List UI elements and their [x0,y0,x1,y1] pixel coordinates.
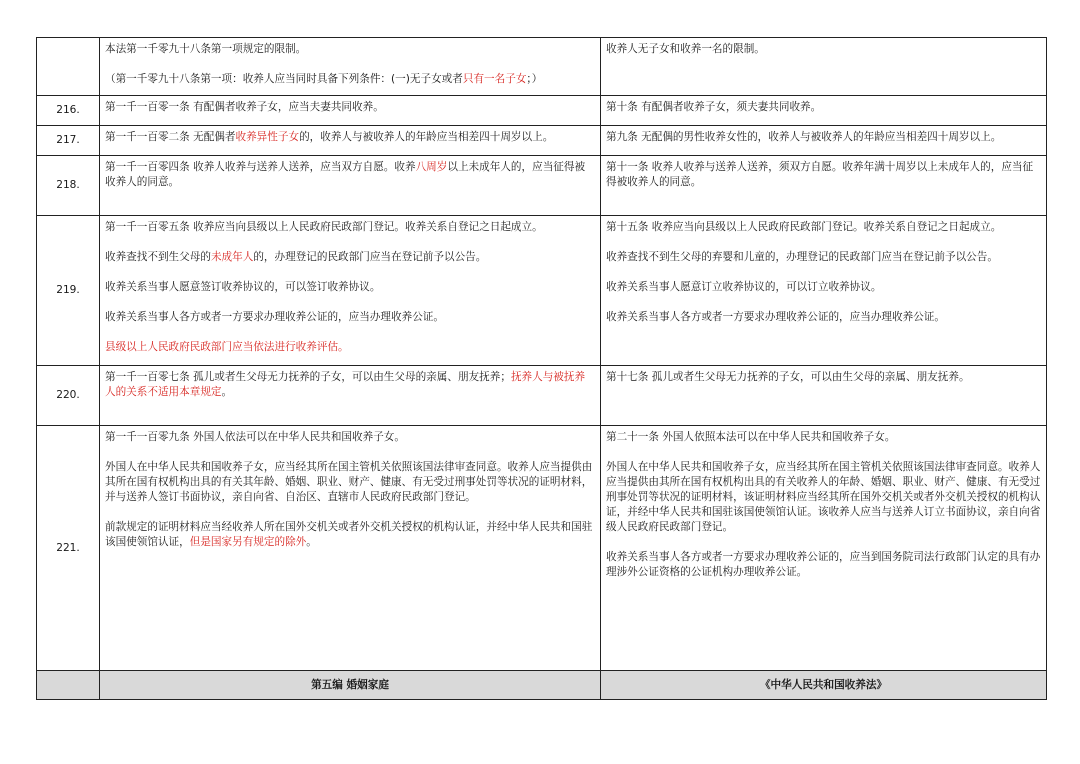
footer-adoption-law-title: 《中华人民共和国收养法》 [601,671,1047,700]
clause-text: 收养关系当事人愿意订立收养协议的，可以订立收养协议。 [606,281,882,293]
clause-text: 第一千一百零一条 有配偶者收养子女，应当夫妻共同收养。 [105,101,384,113]
clause-text: 。 [221,386,233,398]
row-number [37,38,100,96]
clause-text: 第一千一百零二条 无配偶者 [105,131,236,143]
clause-text: 收养关系当事人各方或者一方要求办理收养公证的，应当到国务院司法行政部门认定的具有办理涉外公证资格的公证机构办理收养公证。 [606,551,1041,578]
civil-code-cell [100,126,601,156]
clause-text: 收养查找不到生父母的 [105,251,211,263]
adoption-law-cell [601,216,1047,366]
clause-paragraph [105,370,595,400]
highlighted-text: 但是国家另有规定的除外 [189,536,307,548]
table-row [37,96,1047,126]
clause-paragraph [105,100,595,115]
table-row [37,126,1047,156]
clause-text: 第十五条 收养应当向县级以上人民政府民政部门登记。收养关系自登记之日起成立。 [606,221,1002,233]
civil-code-cell [100,156,601,216]
row-number: 221. [37,426,100,671]
clause-paragraph [606,130,1041,145]
clause-text: 的，收养人与被收养人的年龄应当相差四十周岁以上。 [299,131,554,143]
clause-text: 第一千一百零九条 外国人依法可以在中华人民共和国收养子女。 [105,431,405,443]
clause-text: 第一千一百零七条 孤儿或者生父母无力抚养的子女，可以由生父母的亲属、朋友抚养； [105,371,511,383]
highlighted-text: 抚养人与被抚养人的关系不适用本章规定 [105,371,586,398]
clause-text: 第十条 有配偶者收养子女，须夫妻共同收养。 [606,101,822,113]
clause-text: 的，办理登记的民政部门应当在登记前予以公告。 [253,251,487,263]
clause-paragraph [105,42,595,57]
clause-text: 。 [306,536,317,548]
clause-text: 第一千一百零五条 收养应当向县级以上人民政府民政部门登记。收养关系自登记之日起成立。 [105,221,543,233]
table-footer-row [37,671,1047,700]
comparison-table-body [37,38,1047,700]
clause-paragraph [606,550,1041,580]
comparison-table [36,37,1047,700]
table-row [37,216,1047,366]
civil-code-cell [100,216,601,366]
row-number: 220. [37,366,100,426]
clause-text: 收养人无子女和收养一名的限制。 [606,43,765,55]
clause-text: 收养查找不到生父母的弃婴和儿童的，办理登记的民政部门应当在登记前予以公告。 [606,251,998,263]
clause-text: 外国人在中华人民共和国收养子女，应当经其所在国主管机关依照该国法律审查同意。收养人应当提供由其所在国有权机构出具的有关其年龄、婚姻、职业、财产、健康、有无受过刑事处罚等状况的证明材料，并与送养人签订书面协议，亲自向省、自治区、直辖市人民政府民政部门登记。 [105,461,593,503]
clause-paragraph [606,250,1041,265]
table-row [37,426,1047,671]
table-row [37,38,1047,96]
clause-paragraph [105,220,595,235]
clause-paragraph [606,370,1041,385]
adoption-law-cell [601,426,1047,671]
highlighted-text: 收养异性子女 [235,131,300,143]
clause-text: 收养关系当事人愿意签订收养协议的，可以签订收养协议。 [105,281,381,293]
clause-paragraph [606,460,1041,535]
clause-text: 前款规定的证明材料应当经收养人所在国外交机关或者外交机关授权的机构认证，并经中华人民共和国驻该国使领馆认证， [105,521,593,548]
row-number: 219. [37,216,100,366]
clause-paragraph [105,280,595,295]
clause-paragraph [606,100,1041,115]
adoption-law-cell [601,156,1047,216]
clause-paragraph [105,250,595,265]
clause-text: 第十七条 孤儿或者生父母无力抚养的子女，可以由生父母的亲属、朋友抚养。 [606,371,970,383]
civil-code-cell [100,96,601,126]
adoption-law-cell [601,38,1047,96]
row-number: 218. [37,156,100,216]
civil-code-cell [100,366,601,426]
clause-paragraph [606,430,1041,445]
table-row [37,366,1047,426]
clause-text: （第一千零九十八条第一项：收养人应当同时具备下列条件：(一)无子女或者 [105,73,463,85]
clause-paragraph [606,42,1041,57]
civil-code-cell [100,426,601,671]
clause-text: 第九条 无配偶的男性收养女性的，收养人与被收养人的年龄应当相差四十周岁以上。 [606,131,1002,143]
clause-paragraph [105,72,595,87]
row-number: 217. [37,126,100,156]
clause-text: 本法第一千零九十八条第一项规定的限制。 [105,43,307,55]
footer-civil-code-title: 第五编 婚姻家庭 [100,671,601,700]
clause-text: 第二十一条 外国人依照本法可以在中华人民共和国收养子女。 [606,431,896,443]
clause-text: 收养关系当事人各方或者一方要求办理收养公证的，应当办理收养公证。 [606,311,945,323]
highlighted-text: 八周岁 [415,161,448,173]
clause-text: 收养关系当事人各方或者一方要求办理收养公证的，应当办理收养公证。 [105,311,444,323]
clause-paragraph [105,340,595,355]
row-number: 216. [37,96,100,126]
clause-paragraph [105,310,595,325]
clause-text: ；） [526,73,543,85]
highlighted-text: 未成年人 [210,251,254,263]
clause-paragraph [105,430,595,445]
clause-text: 以上未成年人的，应当征得被收养人的同意。 [105,161,586,188]
clause-paragraph [606,160,1041,190]
table-row [37,156,1047,216]
adoption-law-cell [601,126,1047,156]
clause-text: 第十一条 收养人收养与送养人送养，须双方自愿。收养年满十周岁以上未成年人的，应当征得被收养人的同意。 [606,161,1034,188]
clause-text: 第一千一百零四条 收养人收养与送养人送养，应当双方自愿。收养 [105,161,416,173]
clause-text: 外国人在中华人民共和国收养子女，应当经其所在国主管机关依照该国法律审查同意。收养人应当提供由其所在国有权机构出具的有关收养人的年龄、婚姻、职业、财产、健康、有无受过刑事处罚等状况的证明材料，该证明材料应当经其所在国外交机关或者外交机关授权的机构认证，并经中华人民共和国驻该国使领馆认证。该收养人应当与送养人订立书面协议，亲自向省级人民政府民政部门登记。 [606,461,1041,533]
clause-paragraph [105,130,595,145]
clause-paragraph [606,280,1041,295]
clause-paragraph [606,220,1041,235]
clause-paragraph [105,460,595,505]
footer-number [37,671,100,700]
civil-code-cell [100,38,601,96]
clause-paragraph [105,520,595,550]
clause-paragraph [105,160,595,190]
highlighted-text: 只有一名子女 [462,73,527,85]
adoption-law-cell [601,96,1047,126]
highlighted-text: 县级以上人民政府民政部门应当依法进行收养评估。 [105,341,349,353]
clause-paragraph [606,310,1041,325]
adoption-law-cell [601,366,1047,426]
